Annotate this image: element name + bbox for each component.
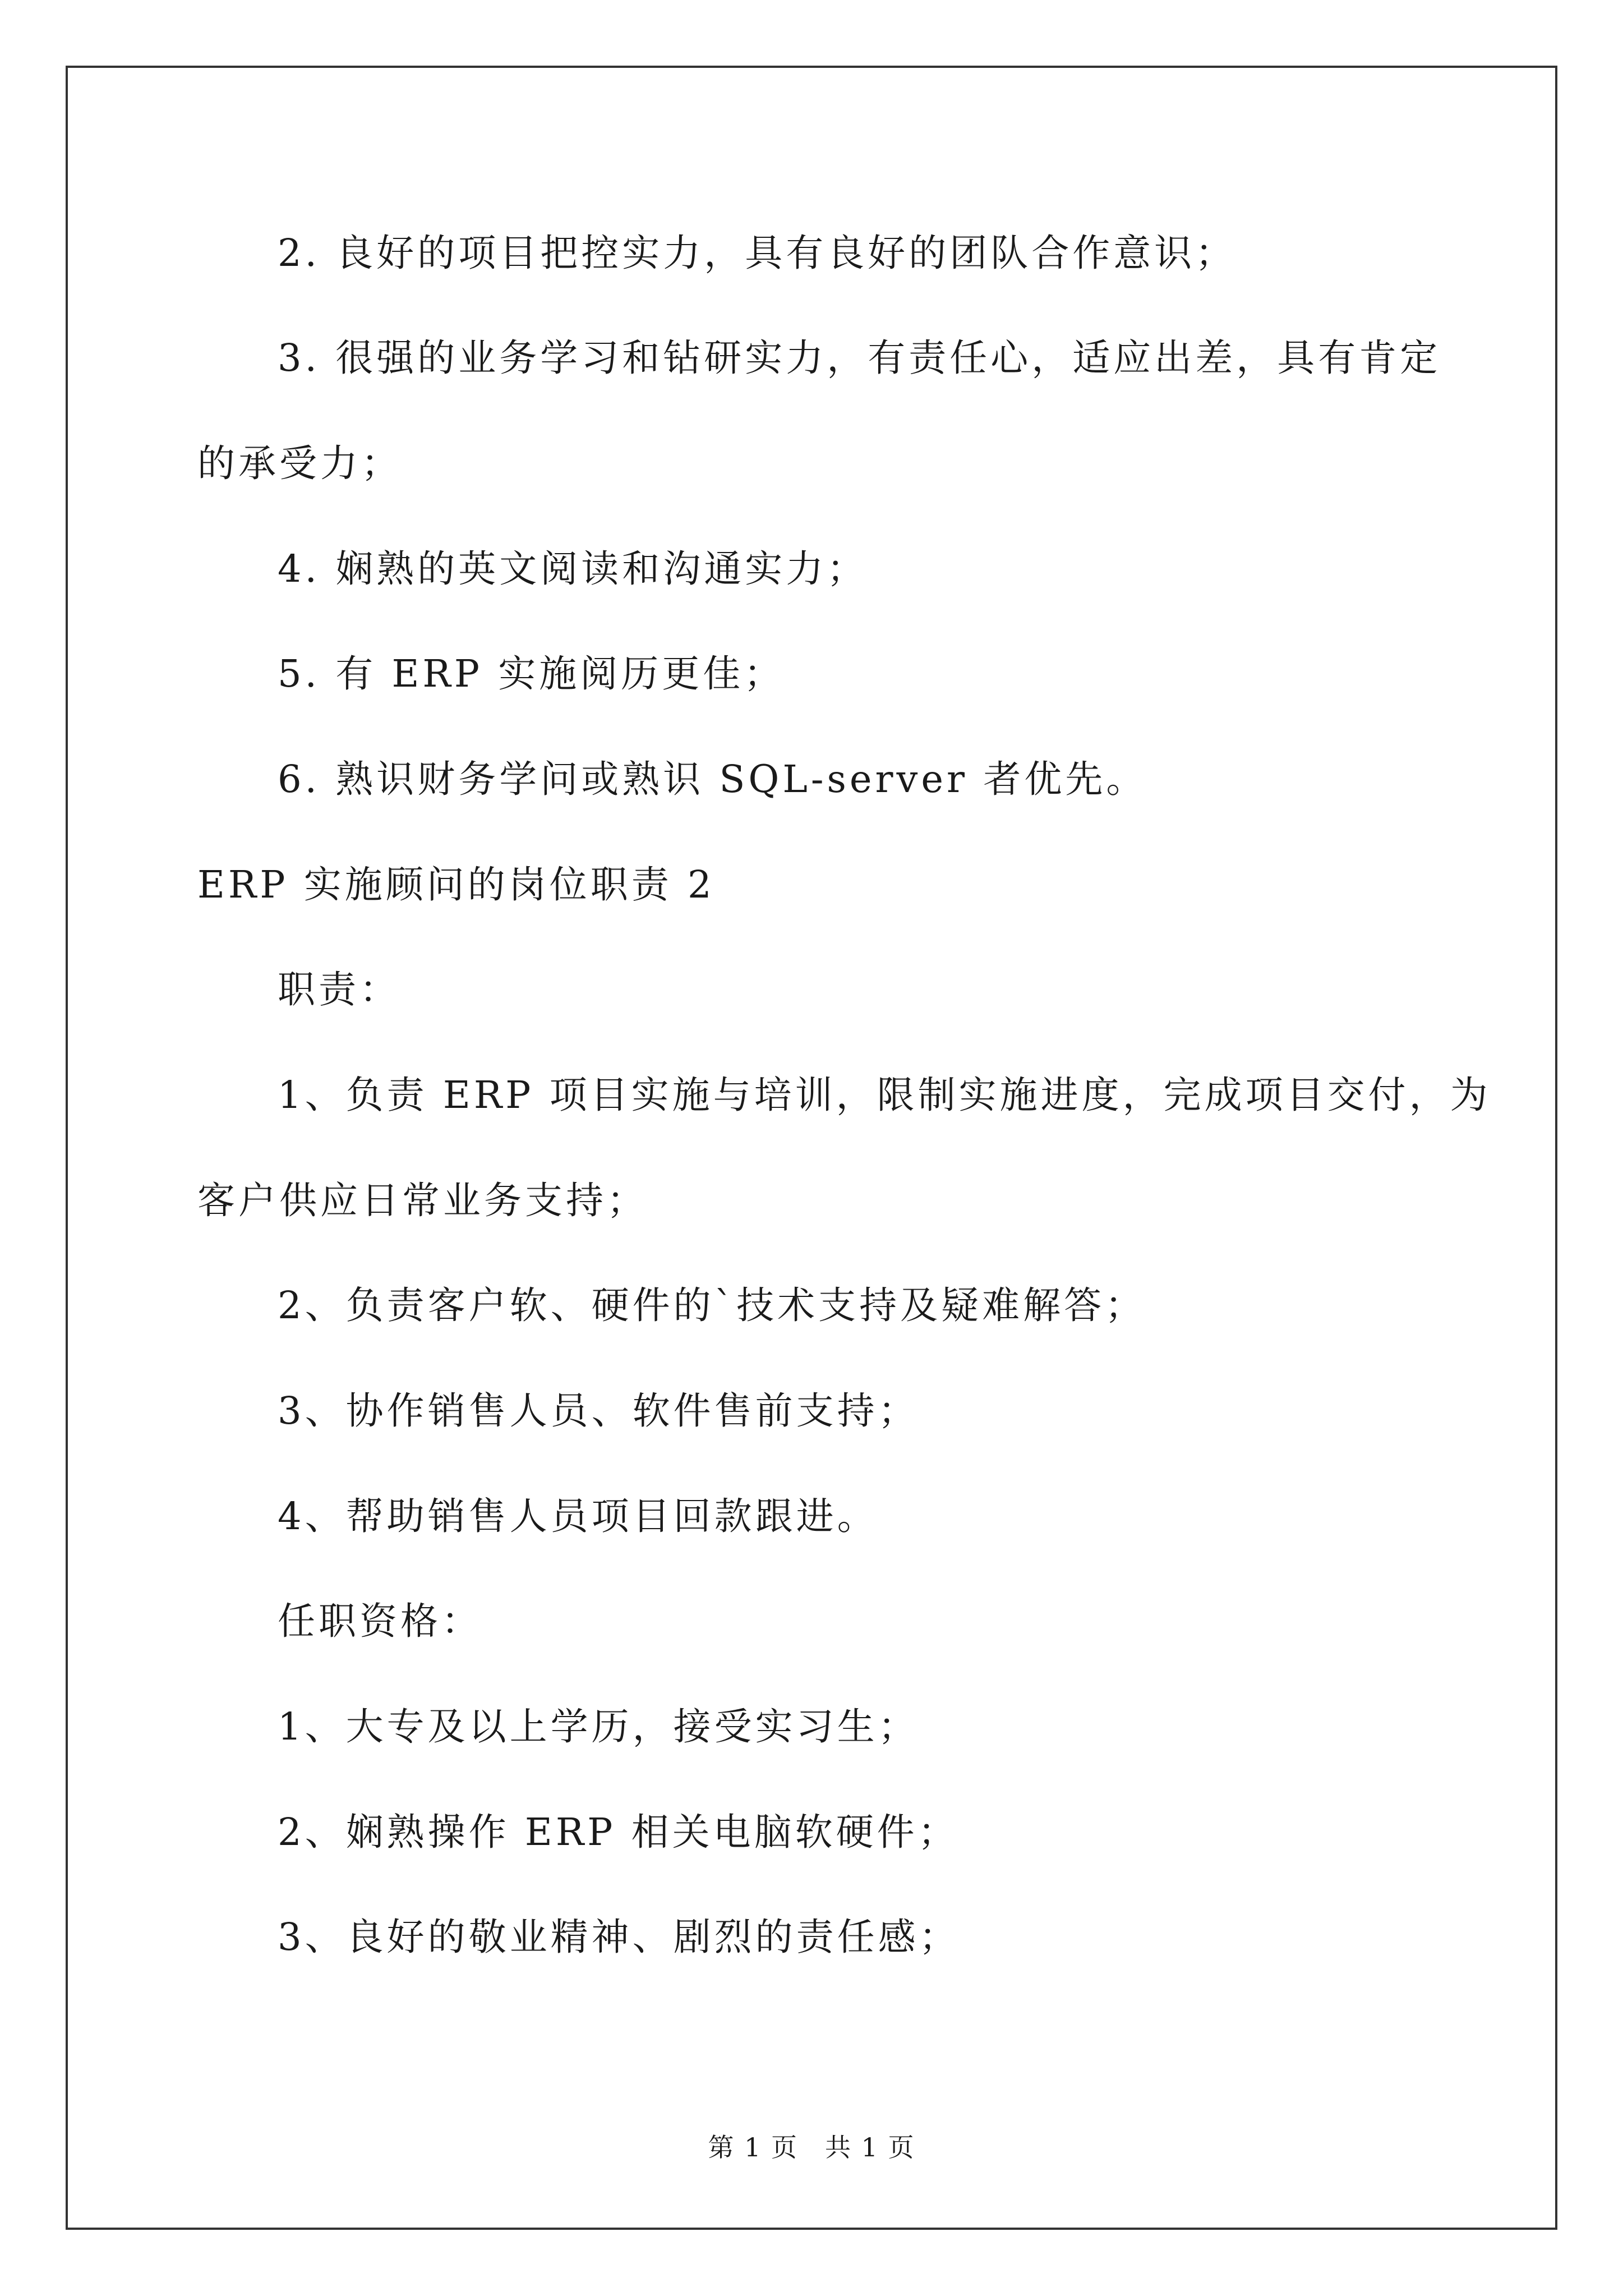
list-item-continuation: 客户供应日常业务支持；	[197, 1179, 648, 1222]
list-item-continuation: 的承受力；	[197, 441, 402, 485]
list-item: 3、协作销售人员、软件售前支持；	[278, 1389, 919, 1433]
list-item: 3、良好的敬业精神、剧烈的责任感；	[278, 1915, 960, 1959]
subheading-qualifications: 任职资格：	[278, 1599, 482, 1643]
list-item: 2、娴熟操作 ERP 相关电脑软硬件；	[278, 1810, 959, 1854]
list-item: 4、帮助销售人员项目回款跟进。	[278, 1494, 878, 1538]
list-item: 1、大专及以上学历，接受实习生；	[278, 1705, 919, 1749]
list-item: 4. 娴熟的英文阅读和沟通实力；	[278, 547, 868, 591]
list-item: 3. 很强的业务学习和钻研实力，有责任心，适应出差，具有肯定	[278, 336, 1441, 380]
list-item: 2. 良好的项目把控实力，具有良好的团队合作意识；	[278, 231, 1237, 275]
list-item: 1、负责 ERP 项目实施与培训，限制实施进度，完成项目交付，为	[278, 1073, 1491, 1117]
list-item: 5. 有 ERP 实施阅历更佳；	[278, 652, 785, 696]
list-item: 6. 熟识财务学问或熟识 SQL-server 者优先。	[278, 757, 1147, 801]
page-footer: 第 1 页 共 1 页	[708, 2132, 915, 2162]
subheading-duties: 职责：	[278, 968, 400, 1011]
section-heading: ERP 实施顾问的岗位职责 2	[197, 863, 715, 907]
page-border	[66, 66, 1557, 2230]
list-item: 2、负责客户软、硬件的`技术支持及疑难解答；	[278, 1283, 1146, 1327]
